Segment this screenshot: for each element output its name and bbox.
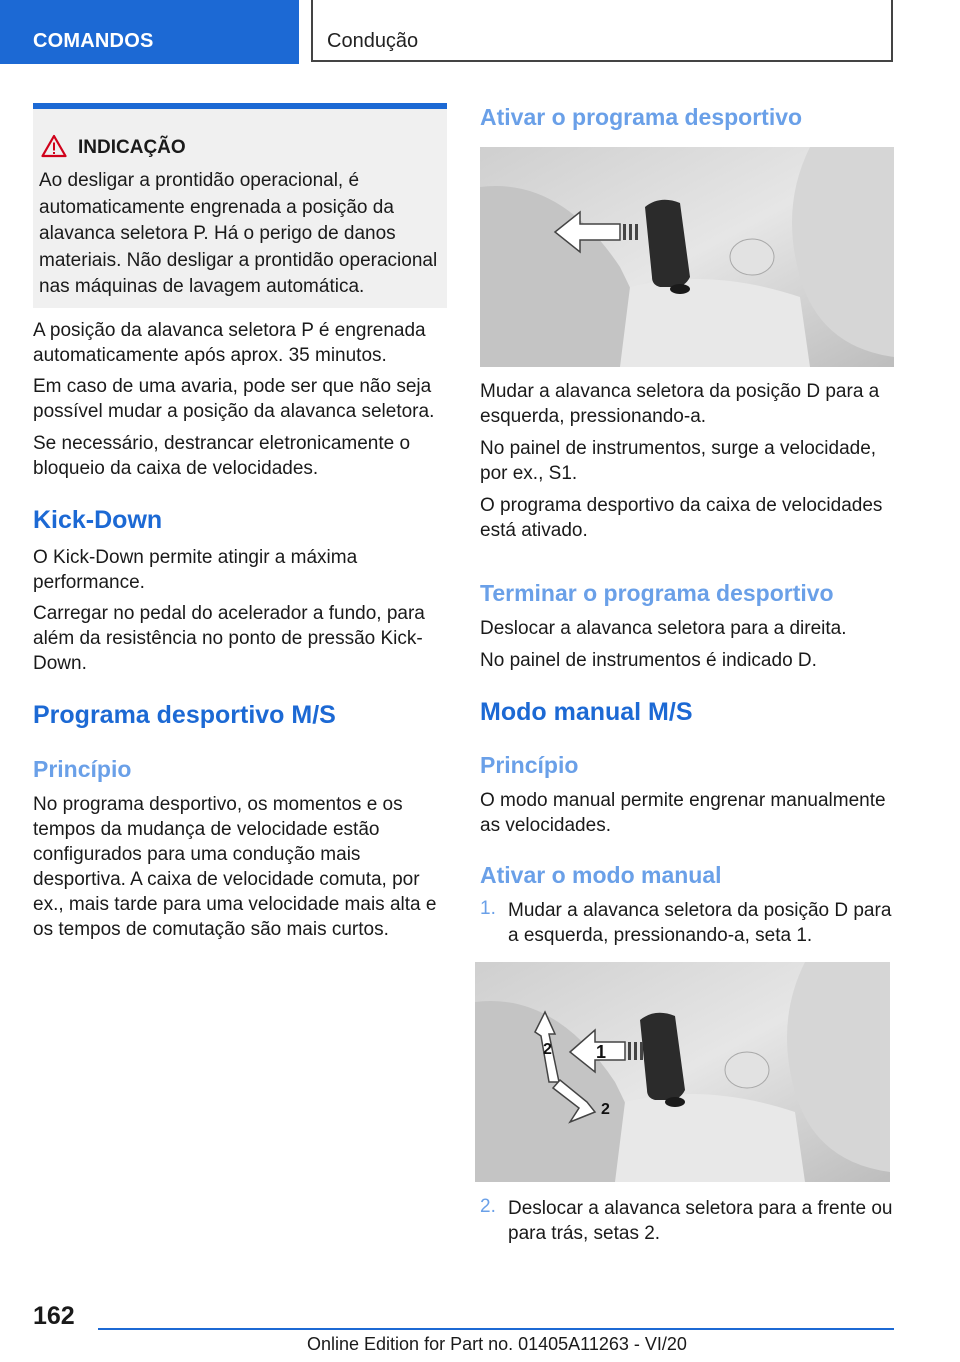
section-title: COMANDOS [33,30,154,52]
chapter-tab [311,0,893,62]
paragraph: O programa desportivo da caixa de velocidades está ativado. [480,495,883,541]
gear-selector-photo [480,147,894,367]
paragraph: Mudar a alavanca seletora da posição D para a esquerda, pressionando-a. [480,381,880,427]
section-heading: Modo manual M/S [480,698,693,726]
subsection-heading: Princípio [480,752,579,778]
list-item-text: Mudar a alavanca seletora da posição D para a esquerda, pressionando-a, seta 1. [508,900,892,946]
chapter-title: Condução [327,30,419,52]
arrow-label-1: 1 [596,1042,607,1062]
paragraph: O modo manual permite engrenar manualmente as velocidades. [480,790,886,836]
paragraph: Carregar no pedal do acelerador a fundo, para além da resistência no ponto de pressão Kick-Down. [33,603,425,674]
notice-title: INDICAÇÃO [78,137,186,158]
list-number: 1. [480,898,496,919]
gear-selector-arrows-photo [475,962,890,1182]
list-number: 2. [480,1196,496,1217]
gear-selector-arrows-illustration [475,962,890,1182]
subsection-heading: Ativar o modo manual [480,862,722,888]
paragraph: No painel de instrumentos é indicado D. [480,650,817,671]
arrow-label-2: 2 [543,1041,552,1058]
paragraph: Deslocar a alavanca seletora para a direita. [480,618,847,639]
notice-box [33,103,447,308]
page-number: 162 [33,1302,75,1330]
warning-triangle-icon [41,134,67,158]
footer-edition: Online Edition for Part no. 01405A11263 - VI/20 [307,1334,687,1354]
gear-selector-illustration [480,147,894,367]
paragraph: Se necessário, destrancar eletronicamente o bloqueio da caixa de velocidades. [33,433,411,479]
footer-divider [98,1328,894,1330]
list-item-text: Deslocar a alavanca seletora para a frente ou para trás, setas 2. [508,1198,893,1244]
paragraph: No painel de instrumentos, surge a velocidade, por ex., S1. [480,438,877,484]
section-heading: Kick-Down [33,506,163,534]
paragraph: No programa desportivo, os momentos e os tempos da mudança de velocidade estão configurados para uma condução mais desportiva. A caixa de velocidade comuta, por ex., mais tarde para uma velocidade mais alta e os tempos de comutação são mais curtos. [33,794,437,940]
arrow-label-2: 2 [601,1101,610,1118]
paragraph: A posição da alavanca seletora P é engrenada automaticamente após aprox. 35 minutos. [33,320,426,366]
paragraph: O Kick-Down permite atingir a máxima performance. [33,547,358,593]
section-heading: Programa desportivo M/S [33,701,336,729]
subsection-heading: Princípio [33,756,132,782]
paragraph: Em caso de uma avaria, pode ser que não seja possível mudar a posição da alavanca seletora. [33,376,435,422]
notice-text: Ao desligar a prontidão operacional, é automaticamente engrenada a posição da alavanca seletora P. Há o perigo de danos materiais. Não desligar a prontidão operacional nas máquinas de lavagem automática. [39,170,438,297]
subsection-heading: Ativar o programa desportivo [480,104,803,130]
section-tab [0,0,299,64]
subsection-heading: Terminar o programa desportivo [480,580,834,606]
